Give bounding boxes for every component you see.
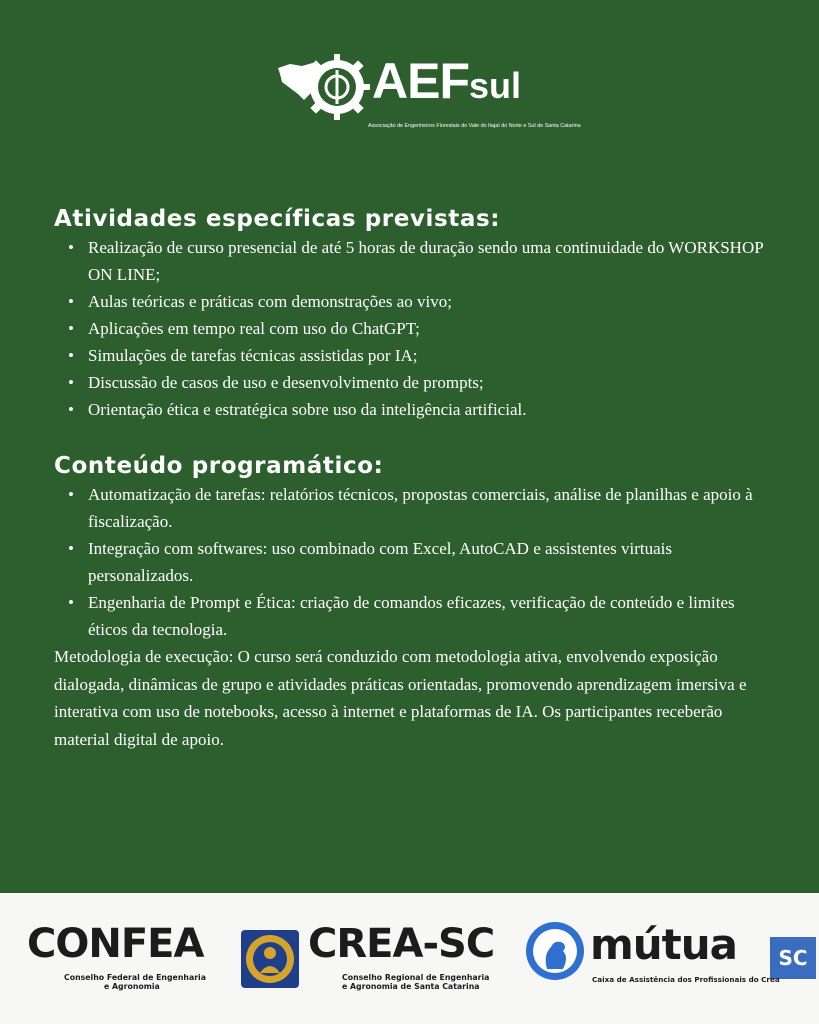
list-item: • Orientação ética e estratégica sobre uso da inteligência artificial. [54, 396, 776, 423]
list-item: • Simulações de tarefas técnicas assistidas por IA; [54, 342, 776, 369]
confea-logo-text: CONFEA [27, 921, 204, 967]
list-item: • Integração com softwares: uso combinado com Excel, AutoCAD e assistentes virtuais personalizados. [54, 535, 776, 589]
mutua-subtitle: Caixa de Assistência dos Profissionais do Crea [592, 975, 780, 984]
mutua-logo-text: mútua [590, 920, 737, 969]
crea-subtitle-line: e Agronomia de Santa Catarina [342, 982, 480, 991]
methodology-paragraph: Metodologia de execução: O curso será conduzido com metodologia ativa, envolvendo exposição dialogada, dinâmicas de grupo e atividades práticas orientadas, promovendo aprendizagem imersiva e interativa com uso de notebooks, acesso à internet e plataformas de IA. Os participantes receberão material digital de apoio. [54, 647, 747, 749]
main-content [54, 204, 776, 753]
crea-subtitle [342, 973, 489, 991]
confea-subtitle [64, 973, 206, 991]
mutua-sc-badge: SC [770, 937, 816, 979]
logo-suffix: sul [469, 65, 522, 106]
logo-main: AEF [372, 53, 469, 109]
list-item: • Aulas teóricas e práticas com demonstrações ao vivo; [54, 288, 776, 315]
logo-brand [372, 52, 521, 110]
gear-icon [304, 54, 370, 120]
content-list [54, 481, 776, 643]
list-item: • Realização de curso presencial de até 5 horas de duração sendo uma continuidade do WORKSHOP ON LINE; [54, 234, 776, 288]
content-title: Conteúdo programático: [54, 453, 384, 479]
list-item: • Automatização de tarefas: relatórios técnicos, propostas comerciais, análise de planilhas e apoio à fiscalização. [54, 481, 776, 535]
confea-subtitle-line: Conselho Federal de Engenharia [64, 973, 206, 982]
aefsul-logo [276, 52, 581, 138]
sponsor-footer [0, 893, 819, 1024]
activities-list [54, 234, 776, 423]
activities-title: Atividades específicas previstas: [54, 206, 501, 232]
logo-tagline: Associação de Engenheiros Florestais do Vale do Itajaí do Norte e Sul de Santa Catarina [368, 123, 581, 129]
section-gap [54, 423, 776, 451]
crea-subtitle-line: Conselho Regional de Engenharia [342, 973, 490, 982]
list-item: • Aplicações em tempo real com uso do ChatGPT; [54, 315, 776, 342]
list-item: • Discussão de casos de uso e desenvolvimento de prompts; [54, 369, 776, 396]
confea-seal-icon [240, 929, 300, 989]
confea-subtitle-line: e Agronomia [104, 982, 160, 991]
list-item: • Engenharia de Prompt e Ética: criação de comandos eficazes, verificação de conteúdo e limites éticos da tecnologia. [54, 589, 776, 643]
crea-logo-text: CREA-SC [308, 921, 495, 967]
crea-seal-icon [525, 921, 585, 981]
